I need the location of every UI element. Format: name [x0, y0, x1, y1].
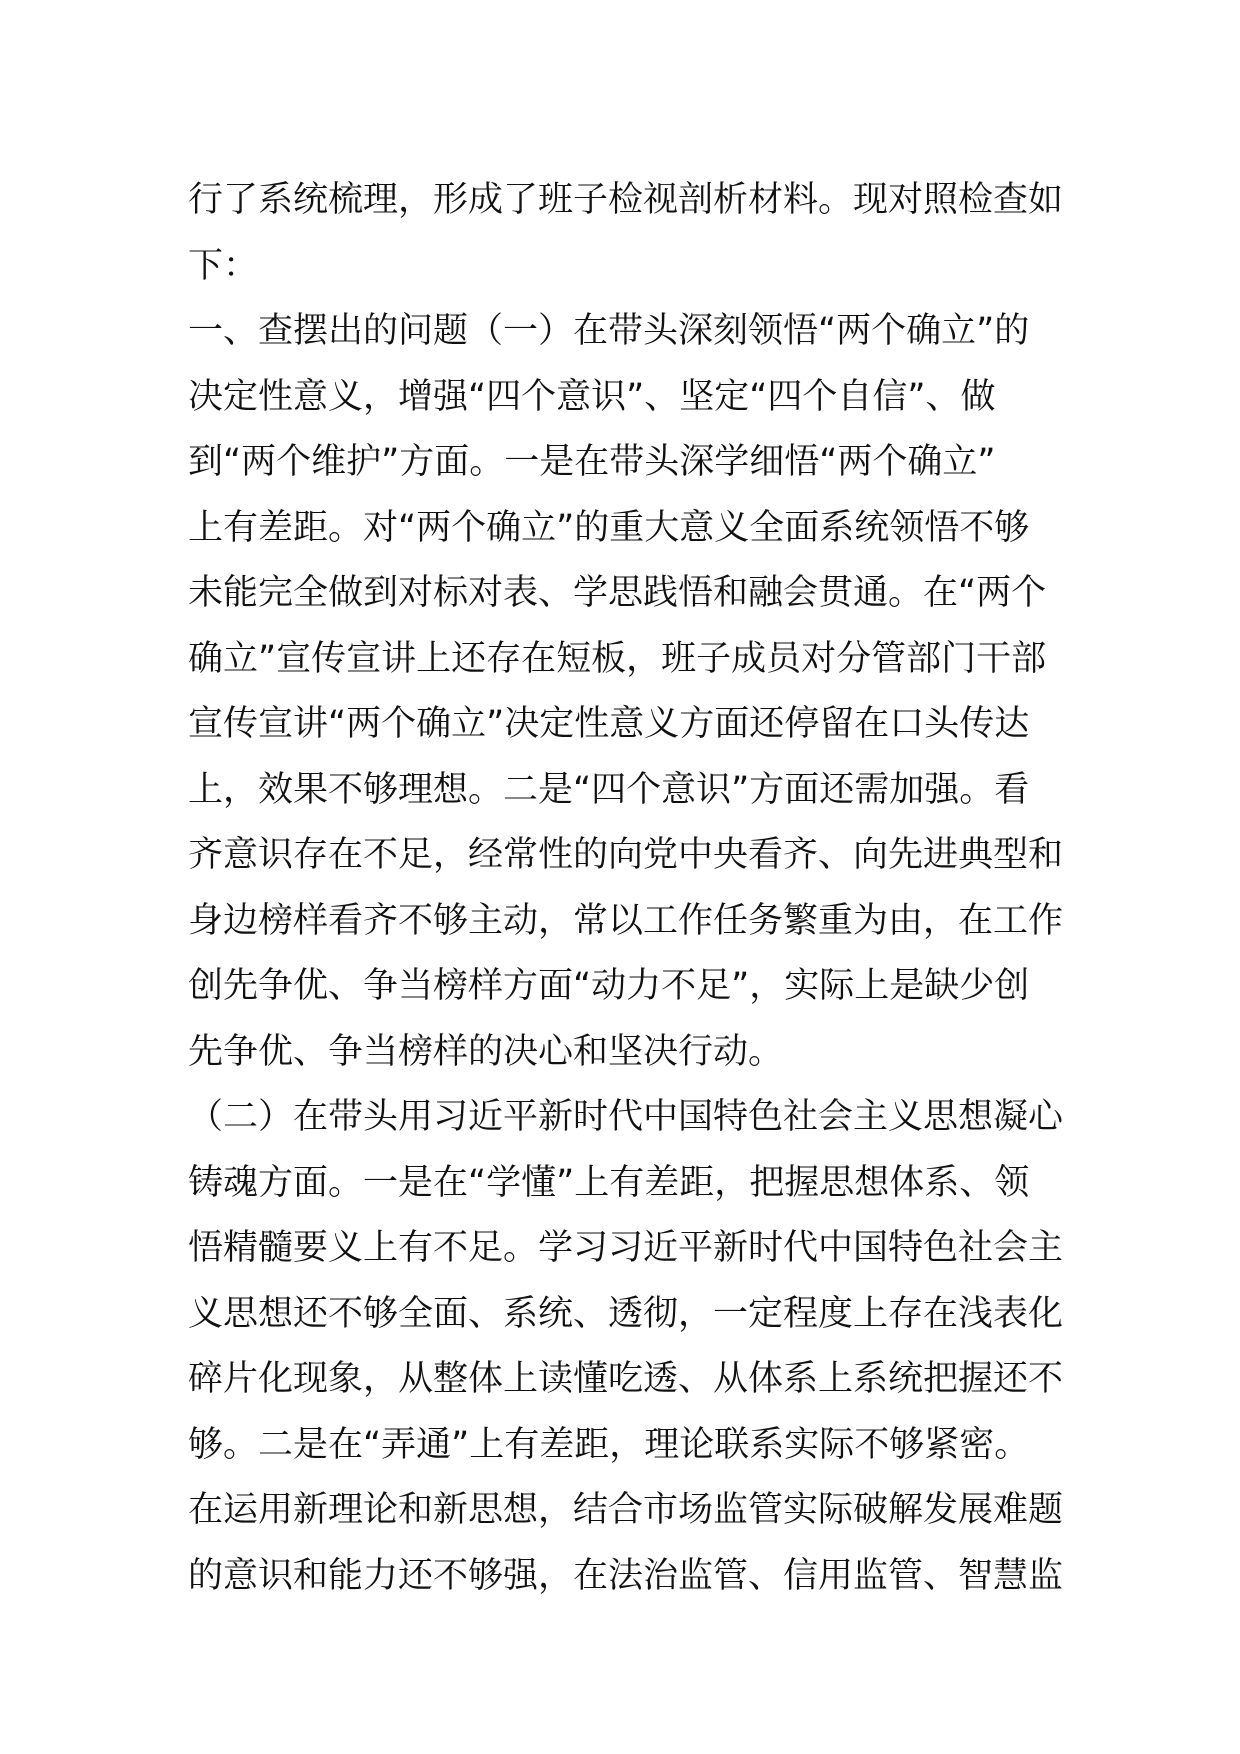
text-line: 够。二是在“弄通”上有差距，理论联系实际不够紧密。 [188, 1424, 1030, 1465]
text-line: 宣传宣讲“两个确立”决定性意义方面还停留在口头传达 [188, 704, 1030, 744]
text-line: 的意识和能力还不够强，在法治监管、信用监管、智慧监 [188, 1555, 1064, 1596]
text-line: 上有差距。对“两个确立”的重大意义全面系统领悟不够 [188, 507, 1030, 548]
text-line: 一、查摆出的问题（一）在带头深刻领悟“两个确立”的 [188, 311, 1030, 351]
text-line: 决定性意义，增强“四个意识”、坚定“四个自信”、做 [188, 376, 996, 417]
text-line: 碎片化现象，从整体上读懂吃透、从体系上系统把握还不 [188, 1359, 1064, 1399]
text-line: 到“两个维护”方面。一是在带头深学细悟“两个确立” [188, 442, 996, 482]
text-line: 行了系统梳理，形成了班子检视剖析材料。现对照检查如 [188, 180, 1064, 220]
text-line: 下： [188, 245, 259, 286]
text-line: 上，效果不够理想。二是“四个意识”方面还需加强。看 [188, 769, 1030, 810]
text-line: 身边榜样看齐不够主动，常以工作任务繁重为由，在工作 [188, 900, 1064, 941]
text-line: 创先争优、争当榜样方面“动力不足”，实际上是缺少创 [188, 966, 1030, 1006]
text-line: 在运用新理论和新思想，结合市场监管实际破解发展难题 [188, 1490, 1064, 1530]
text-line: 确立”宣传宣讲上还存在短板，班子成员对分管部门干部 [188, 638, 1047, 679]
body-text [188, 168, 1068, 1609]
text-line: 齐意识存在不足，经常性的向党中央看齐、向先进典型和 [188, 835, 1064, 875]
text-line: （二）在带头用习近平新时代中国特色社会主义思想凝心 [188, 1097, 1064, 1137]
text-line: 铸魂方面。一是在“学懂”上有差距，把握思想体系、领 [188, 1162, 1030, 1203]
text-line: 未能完全做到对标对表、学思践悟和融会贯通。在“两个 [188, 573, 1047, 613]
text-line: 悟精髓要义上有不足。学习习近平新时代中国特色社会主 [188, 1228, 1064, 1268]
text-line: 先争优、争当榜样的决心和坚决行动。 [188, 1031, 784, 1072]
text-line: 义思想还不够全面、系统、透彻，一定程度上存在浅表化 [188, 1293, 1064, 1334]
